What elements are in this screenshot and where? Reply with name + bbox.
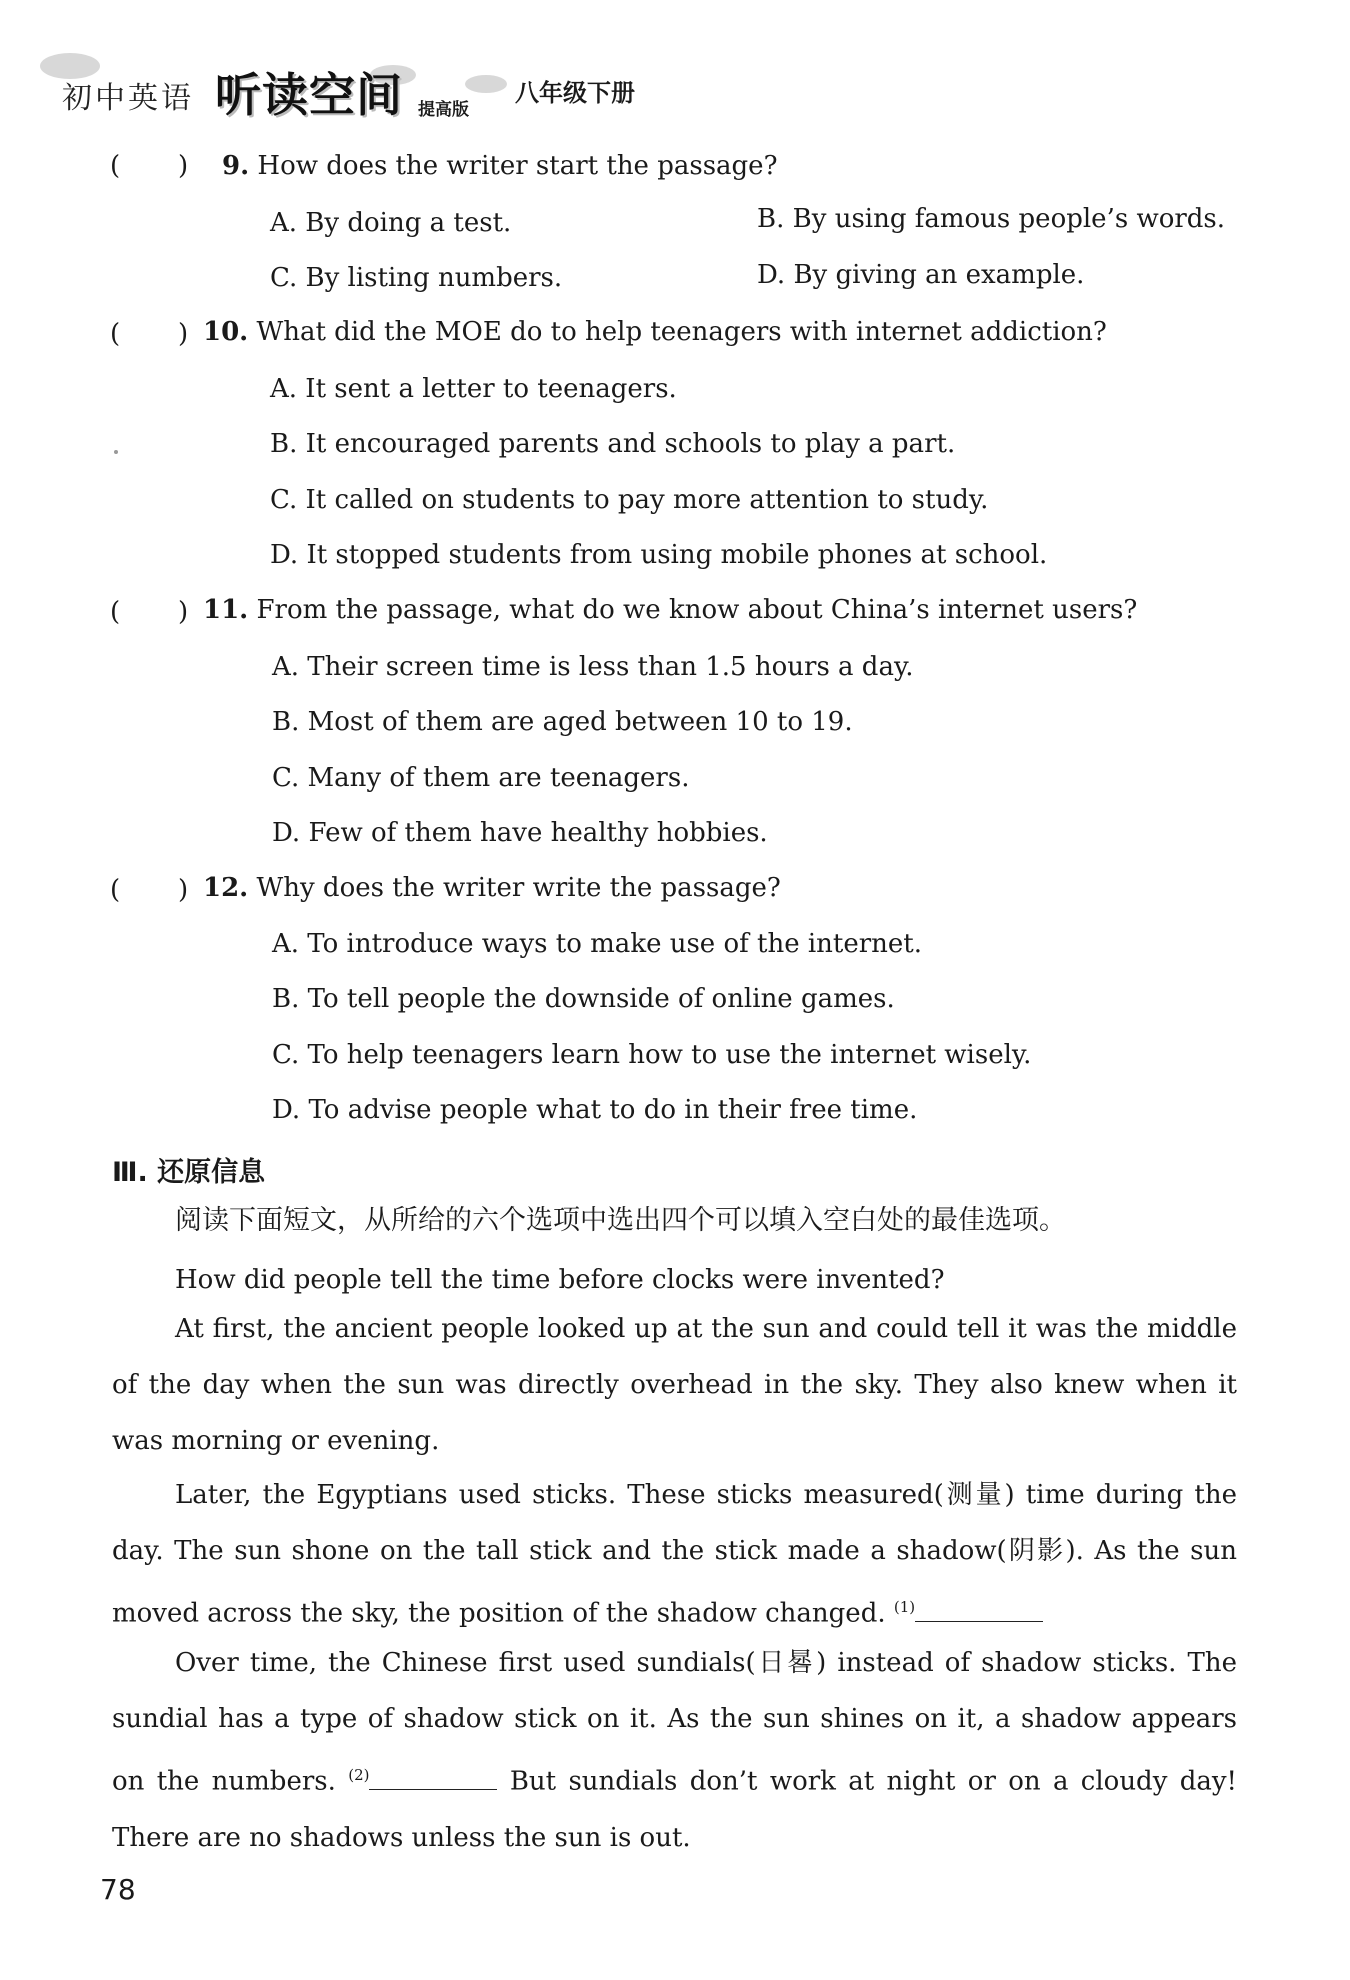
option-c: C. Many of them are teenagers. <box>272 763 690 793</box>
question-stem: How does the writer start the passage? <box>257 151 778 181</box>
passage-paragraph-3 <box>112 1467 1237 1642</box>
answer-bracket[interactable]: ( ) <box>110 319 189 349</box>
question-number: 10. <box>203 317 249 347</box>
paragraph-text: Later, the Egyptians used sticks. These sticks measured(测量) time during the day. The sun shone on the tall stick and the stick made a shadow(阴影). As the sun moved across the sky, the position of the shadow changed. <box>112 1480 1237 1629</box>
option-a: A. Their screen time is less than 1.5 hours a day. <box>272 652 914 682</box>
option-d: D. By giving an example. <box>757 260 1085 290</box>
passage-paragraph-1: How did people tell the time before clocks were invented? <box>175 1265 945 1295</box>
option-a: A. By doing a test. <box>270 208 512 238</box>
answer-blank-2[interactable] <box>369 1788 497 1790</box>
blank-number: (2) <box>348 1766 370 1784</box>
page-number: 78 <box>100 1873 136 1906</box>
option-d: D. Few of them have healthy hobbies. <box>272 818 768 848</box>
option-b: B. By using famous people’s words. <box>757 204 1226 234</box>
answer-bracket[interactable]: ( ) <box>110 597 189 627</box>
question-number: 9. <box>222 151 250 181</box>
question-10 <box>203 316 1107 348</box>
passage-paragraph-4 <box>112 1635 1237 1866</box>
question-number: 12. <box>203 873 249 903</box>
brand-logo: 听读空间 <box>215 68 403 122</box>
series-title: 初中英语 <box>62 81 194 116</box>
question-11 <box>203 594 1137 626</box>
option-c: C. By listing numbers. <box>270 263 563 293</box>
speck <box>114 450 118 454</box>
option-c: C. It called on students to pay more attention to study. <box>270 485 989 515</box>
section-instruction: 阅读下面短文，从所给的六个选项中选出四个可以填入空白处的最佳选项。 <box>175 1205 1066 1236</box>
question-stem: What did the MOE do to help teenagers with internet addiction? <box>256 317 1107 347</box>
edition-label: 提高版 <box>418 100 469 120</box>
option-a: A. It sent a letter to teenagers. <box>270 374 677 404</box>
section-title: Ⅲ. 还原信息 <box>112 1157 266 1188</box>
answer-blank-1[interactable] <box>915 1620 1043 1622</box>
question-stem: Why does the writer write the passage? <box>256 873 781 903</box>
paragraph-text: Over time, the Chinese first used sundials(日晷) instead of shadow sticks. The sundial has a type of shadow stick on it. As the sun shines on it, a shadow appears on the numbers. <box>112 1648 1237 1797</box>
option-d: D. It stopped students from using mobile phones at school. <box>270 540 1048 570</box>
page-header <box>40 45 740 135</box>
answer-bracket[interactable]: ( ) <box>110 875 189 905</box>
option-a: A. To introduce ways to make use of the internet. <box>272 929 923 959</box>
option-d: D. To advise people what to do in their free time. <box>272 1095 918 1125</box>
answer-bracket[interactable]: ( ) <box>110 151 189 181</box>
grade-label: 八年级下册 <box>515 79 635 107</box>
question-stem: From the passage, what do we know about China’s internet users? <box>256 595 1138 625</box>
option-b: B. Most of them are aged between 10 to 19. <box>272 707 853 737</box>
passage-paragraph-2: At first, the ancient people looked up at the sun and could tell it was the middle of the day when the sun was directly overhead in the sky. They also knew when it was morning or evening. <box>112 1314 1237 1456</box>
cloud-decoration <box>465 75 507 93</box>
option-c: C. To help teenagers learn how to use the internet wisely. <box>272 1040 1032 1070</box>
question-number: 11. <box>203 595 249 625</box>
question-9 <box>222 150 778 182</box>
option-b: B. To tell people the downside of online games. <box>272 984 895 1014</box>
question-12 <box>203 872 781 904</box>
option-b: B. It encouraged parents and schools to play a part. <box>270 429 956 459</box>
blank-number: (1) <box>893 1598 916 1616</box>
paragraph-text: But sundials don’t work at night or on a cloudy day! There are no shadows unless the sun is out. <box>112 1766 1238 1853</box>
